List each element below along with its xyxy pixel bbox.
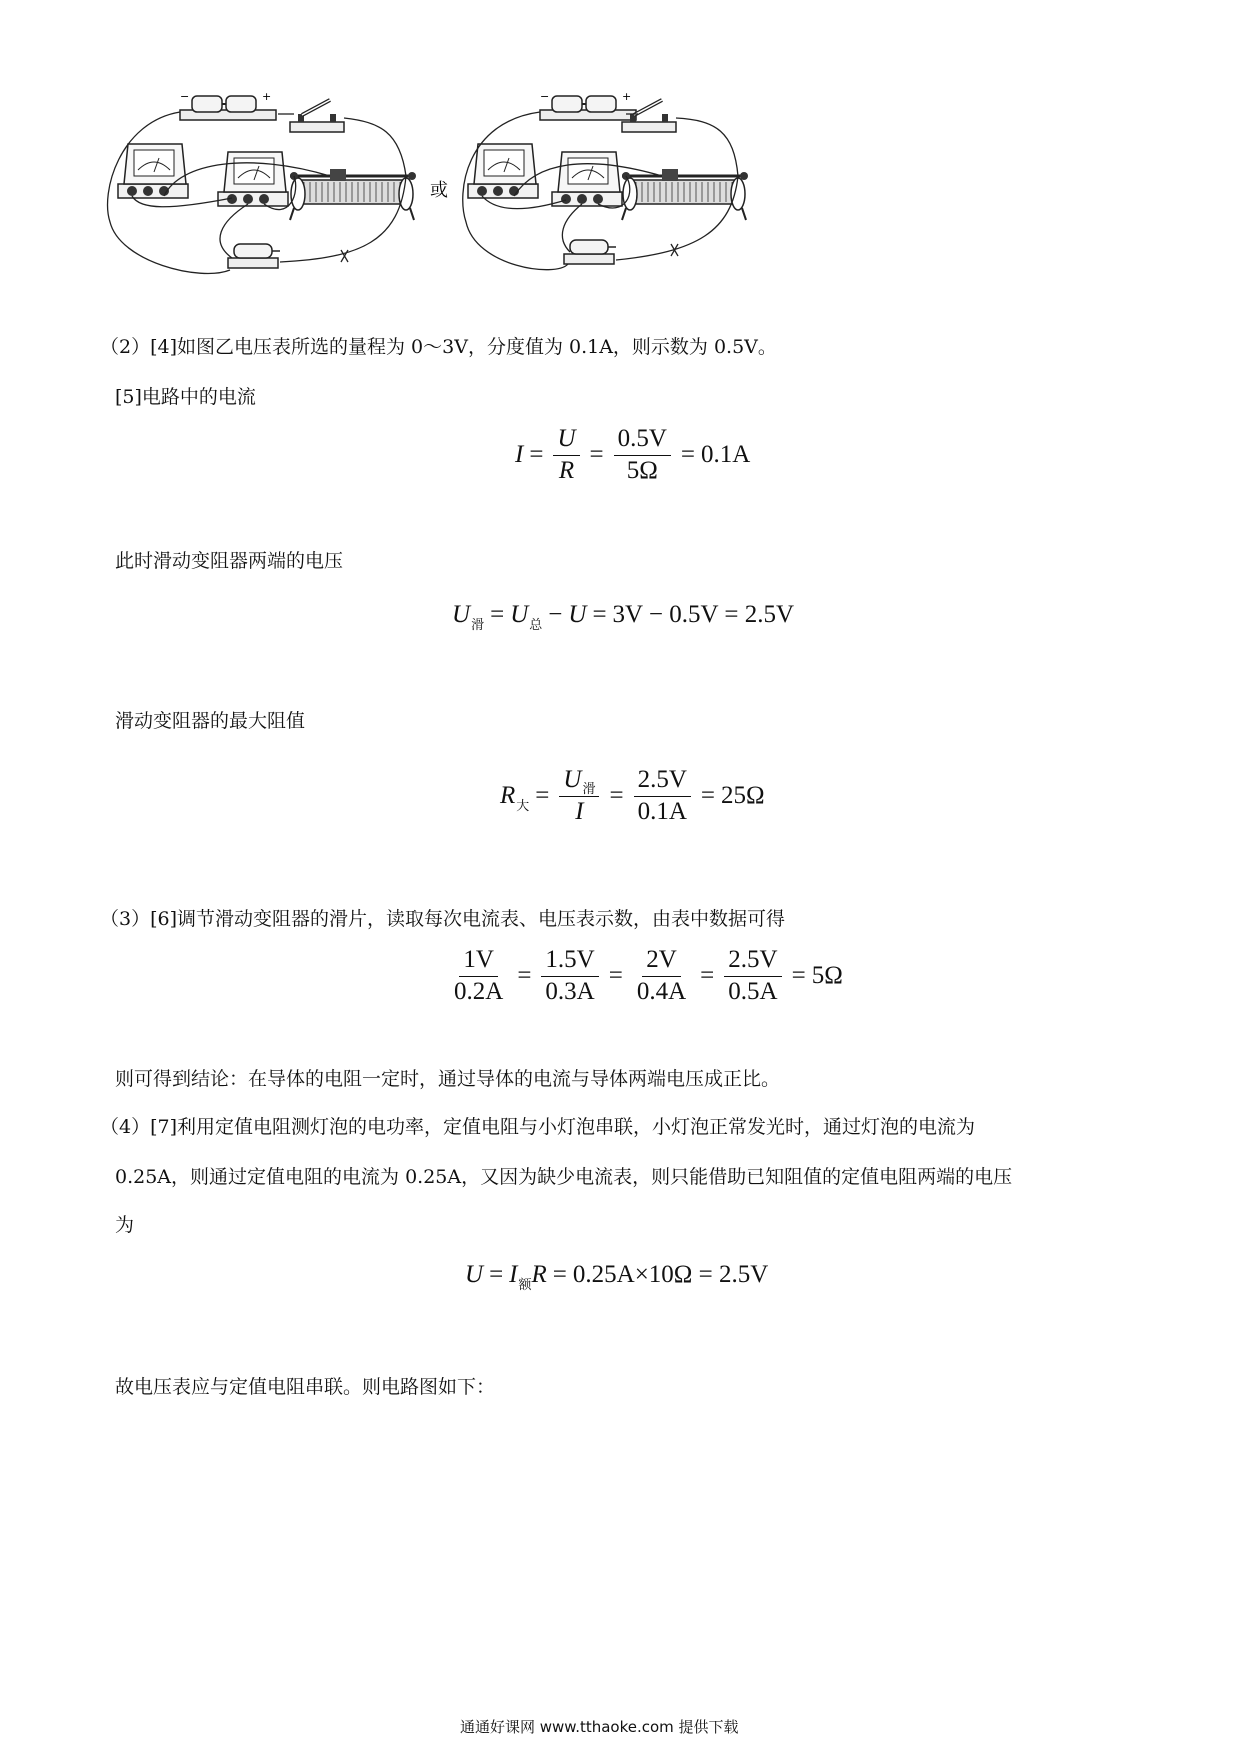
- circuit-figure-svg: [100, 92, 860, 314]
- equation-ratio-chain: [446, 944, 843, 1008]
- left-battery-minus: −: [180, 92, 190, 103]
- eq3-num1-var: U: [563, 766, 582, 794]
- eq2-lhs-var: U: [452, 601, 471, 628]
- eq1-num1: U: [553, 426, 579, 455]
- eq2-sub2: 总: [529, 617, 543, 633]
- paragraph-6: 则可得到结论：在导体的电阻一定时，通过导体的电流与导体两端电压成正比。: [115, 1068, 781, 1090]
- eq1-frac-1: [553, 426, 579, 484]
- eq3-result: 25Ω: [721, 782, 765, 809]
- paragraph-7-line-1: （4）[7]利用定值电阻测灯泡的电功率，定值电阻与小灯泡串联，小灯泡正常发光时，通过灯泡的电流为: [100, 1116, 976, 1138]
- eq4-num-1: 1V: [459, 947, 498, 976]
- left-battery-plus: +: [262, 92, 272, 103]
- eq1-equals-1: =: [529, 441, 544, 468]
- circuit-figure: [100, 92, 860, 314]
- eq1-den2: 5Ω: [626, 456, 658, 484]
- eq4-result: 5Ω: [811, 962, 843, 989]
- eq1-equals-2: =: [589, 441, 604, 468]
- paragraph-7-line-2: 0.25A，则通过定值电阻的电流为 0.25A，又因为缺少电流表，则只能借助已知阻值的定值电阻两端的电压: [115, 1166, 1013, 1188]
- eq1-lhs: I: [515, 441, 524, 468]
- eq3-num1-sub: 滑: [582, 782, 596, 798]
- eq1-equals-3: =: [680, 441, 696, 468]
- eq4-den-3: 0.4A: [636, 977, 687, 1005]
- eq2-equals-2: =: [592, 601, 607, 628]
- eq4-equals-4: =: [791, 962, 806, 989]
- eq4-num-4: 2.5V: [724, 947, 781, 976]
- paragraph-1: （2）[4]如图乙电压表所选的量程为 0～3V，分度值为 0.1A，则示数为 0.5V。: [100, 336, 777, 358]
- eq3-num1: [559, 767, 599, 796]
- eq3-lhs-var: R: [500, 782, 516, 809]
- eq4-frac-3: [633, 947, 690, 1005]
- eq3-equals-2: =: [609, 782, 624, 809]
- eq2-lhs-sub: 滑: [471, 617, 485, 633]
- eq2-rhs: 3V − 0.5V = 2.5V: [612, 601, 795, 628]
- eq5-lhs: U: [465, 1261, 484, 1288]
- eq4-equals-3: =: [700, 962, 715, 989]
- paragraph-5: （3）[6]调节滑动变阻器的滑片，读取每次电流表、电压表示数，由表中数据可得: [100, 908, 786, 930]
- right-battery-plus: +: [622, 92, 632, 103]
- right-circuit: [463, 92, 748, 270]
- eq1-den1: R: [558, 456, 575, 484]
- eq1-num2: 0.5V: [614, 426, 671, 455]
- equation-rheostat-voltage: [452, 598, 794, 632]
- paragraph-8: 故电压表应与定值电阻串联。则电路图如下：: [115, 1376, 496, 1398]
- eq5-rhs: 0.25A×10Ω = 2.5V: [572, 1261, 769, 1288]
- equation-current: [515, 422, 750, 488]
- left-circuit: [108, 92, 416, 273]
- eq4-equals-2: =: [608, 962, 623, 989]
- eq2-minus: −: [548, 601, 563, 628]
- eq5-var: I: [509, 1261, 518, 1288]
- eq3-lhs-sub: 大: [516, 798, 530, 814]
- eq3-den1: I: [575, 797, 584, 825]
- eq5-var2: R: [531, 1261, 547, 1288]
- eq3-equals-3: =: [700, 782, 716, 809]
- eq4-frac-1: [450, 947, 507, 1005]
- eq2-equals-1: =: [490, 601, 505, 628]
- eq4-frac-2: [541, 947, 598, 1005]
- eq3-den2: 0.1A: [637, 797, 687, 825]
- eq4-num-2: 1.5V: [541, 947, 598, 976]
- paragraph-3: 此时滑动变阻器两端的电压: [115, 550, 344, 572]
- eq4-num-3: 2V: [642, 947, 681, 976]
- eq2-var2: U: [510, 601, 529, 628]
- equation-resistor-voltage: [465, 1258, 768, 1292]
- paragraph-4: 滑动变阻器的最大阻值: [115, 710, 306, 732]
- eq2-var3: U: [568, 601, 587, 628]
- eq1-result: 0.1A: [701, 441, 751, 468]
- eq4-den-1: 0.2A: [454, 977, 504, 1005]
- eq3-equals-1: =: [535, 782, 550, 809]
- equation-max-resistance: [500, 760, 765, 832]
- eq4-den-4: 0.5A: [728, 977, 778, 1005]
- eq3-frac-1: [559, 767, 599, 825]
- figure-separator: 或: [430, 180, 448, 201]
- eq5-equals-1: =: [489, 1261, 504, 1288]
- eq4-den-2: 0.3A: [545, 977, 595, 1005]
- paragraph-2: [5]电路中的电流: [115, 386, 256, 408]
- right-battery-minus: −: [540, 92, 550, 103]
- paragraph-7-line-3: 为: [115, 1214, 135, 1236]
- eq4-frac-4: [724, 947, 781, 1005]
- eq5-equals-2: =: [552, 1261, 567, 1288]
- eq5-sub: 额: [518, 1277, 532, 1293]
- eq1-frac-2: [614, 426, 671, 484]
- eq4-equals-1: =: [517, 962, 532, 989]
- eq3-frac-2: [634, 767, 691, 825]
- eq3-num2: 2.5V: [634, 767, 691, 796]
- page-footer: 通通好课网 www.tthaoke.com 提供下载: [460, 1718, 739, 1736]
